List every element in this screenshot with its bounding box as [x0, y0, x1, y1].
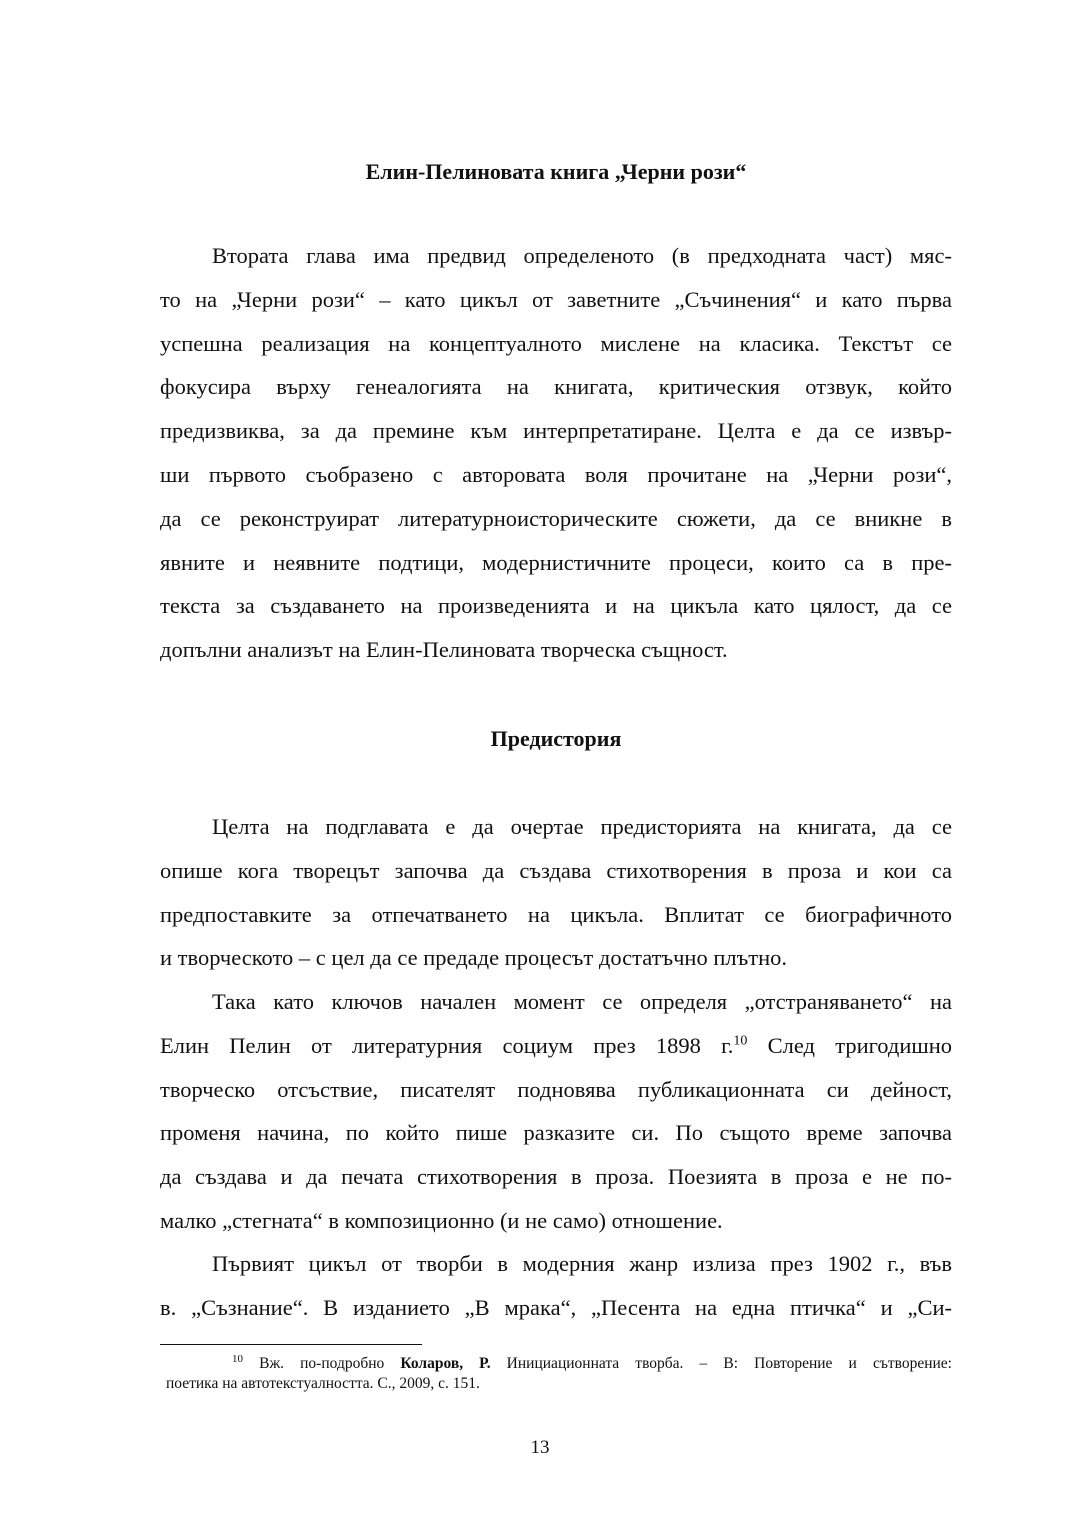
text-line: да създава и да печата стихотворения в проза. Поезията в проза е не по- [160, 1164, 952, 1190]
text-line: Така като ключов начален момент се определя „отстраняването“ на [212, 989, 952, 1014]
text-line: и творческото – с цел да се предаде процесът достатъчно плътно. [160, 945, 788, 971]
text-line: опише кога творецът започва да създава стихотворения в проза и кои са [160, 857, 952, 883]
footnote-reference: 10 [733, 1033, 748, 1049]
section-title: Предистория [490, 726, 622, 751]
footnote-author: Коларов, Р. [400, 1355, 491, 1372]
footnote-line [166, 1354, 952, 1374]
text-line: явните и неявните подтици, модернистичните процеси, които са в пре- [160, 549, 952, 575]
footnote [166, 1354, 952, 1394]
text-line: в. „Съзнание“. В изданието „В мрака“, „Песента на една птичка“ и „Си- [160, 1294, 952, 1320]
paragraph-1 [160, 805, 952, 980]
chapter-title: Елин-Пелиновата книга „Черни рози“ [365, 159, 747, 184]
footnote-line: поетика на автотекстуалността. С., 2009, с. 151. [166, 1375, 480, 1392]
footnote-number: 10 [232, 1352, 243, 1365]
text-line: Първият цикъл от творби в модерния жанр излиза през 1902 г., във [212, 1251, 952, 1276]
footnote-text: Инициационната творба. – В: Повторение и сътворение: [490, 1355, 952, 1372]
text-line: предизвиква, за да премине към интерпретатиране. Целта е да се извър- [160, 418, 952, 444]
text-line: успешна реализация на концептуалното мислене на класика. Текстът се [160, 330, 952, 356]
footnote-divider [160, 1344, 422, 1345]
text-line: то на „Черни рози“ – като цикъл от заветните „Съчинения“ и като първа [160, 286, 952, 312]
text-line: текста за създаването на произведенията и на цикъла като цялост, да се [160, 593, 952, 619]
paragraph-3 [160, 1242, 952, 1330]
intro-paragraph [160, 234, 952, 672]
text-line: допълни анализът на Елин-Пелиновата творческа същност. [160, 637, 728, 663]
text-line: творческо отсъствие, писателят подновява публикационната си дейност, [160, 1076, 952, 1102]
paragraph-2 [160, 980, 952, 1243]
text-line-with-footnote [160, 1024, 952, 1068]
text-line: да се реконструират литературноисторическите сюжети, да се вникне в [160, 505, 952, 531]
text-line: ши първото съобразено с авторовата воля прочитане на „Черни рози“, [160, 461, 952, 487]
text-fragment: След тригодишно [747, 1032, 952, 1058]
text-line: фокусира върху генеалогията на книгата, критическия отзвук, който [160, 374, 952, 400]
footnote-text: Вж. по-подробно [243, 1355, 401, 1372]
text-line: предпоставките за отпечатването на цикъла. Вплитат се биографичното [160, 901, 952, 927]
page-number: 13 [530, 1437, 550, 1458]
text-line: Втората глава има предвид определеното (в предходната част) мяс- [212, 243, 952, 268]
text-line: Целта на подглавата е да очертае предисторията на книгата, да се [212, 814, 952, 839]
text-line: променя начина, по който пише разказите си. По същото време започва [160, 1120, 952, 1146]
text-fragment: Елин Пелин от литературния социум през 1898 г. [160, 1032, 734, 1058]
text-line: малко „стегната“ в композиционно (и не само) отношение. [160, 1207, 723, 1233]
